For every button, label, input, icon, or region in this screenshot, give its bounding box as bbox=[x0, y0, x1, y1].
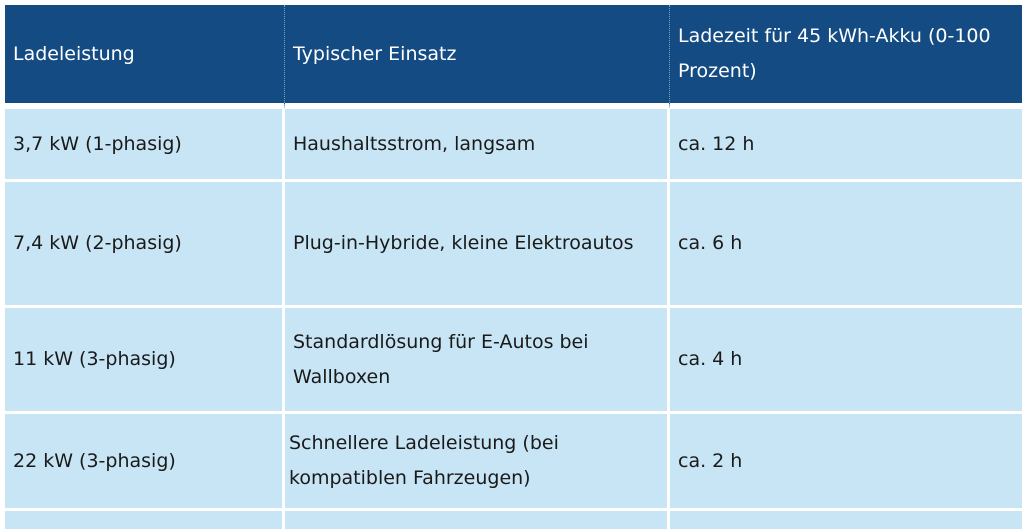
cell-typical-use: Standardlösung für E-Autos bei Wallboxen bbox=[285, 308, 670, 414]
cell-charging-power: 11 kW (3-phasig) bbox=[5, 308, 285, 414]
cell-empty bbox=[285, 511, 670, 529]
table-body bbox=[5, 109, 1022, 529]
cell-charging-power: 22 kW (3-phasig) bbox=[5, 414, 285, 511]
table-header bbox=[5, 5, 1022, 109]
cell-charging-time: ca. 2 h bbox=[670, 414, 1022, 511]
table-row bbox=[5, 414, 1022, 511]
table-row bbox=[5, 308, 1022, 414]
cell-charging-time: ca. 4 h bbox=[670, 308, 1022, 414]
cell-charging-power: 7,4 kW (2-phasig) bbox=[5, 182, 285, 308]
cell-typical-use: Plug-in-Hybride, kleine Elektroautos bbox=[285, 182, 670, 308]
header-row bbox=[5, 5, 1022, 109]
header-charging-time: Ladezeit für 45 kWh-Akku (0-100 Prozent) bbox=[670, 5, 1022, 109]
header-typical-use: Typischer Einsatz bbox=[285, 5, 670, 109]
cell-typical-use: Schnellere Ladeleistung (bei kompatiblen Fahrzeugen) bbox=[285, 414, 670, 511]
charging-power-table-container bbox=[5, 5, 1022, 529]
cell-charging-time: ca. 6 h bbox=[670, 182, 1022, 308]
cell-typical-use: Haushaltsstrom, langsam bbox=[285, 109, 670, 182]
cell-charging-power: 3,7 kW (1-phasig) bbox=[5, 109, 285, 182]
header-charging-power: Ladeleistung bbox=[5, 5, 285, 109]
cell-charging-time: ca. 12 h bbox=[670, 109, 1022, 182]
cell-empty bbox=[670, 511, 1022, 529]
charging-power-table bbox=[5, 5, 1022, 529]
cell-empty bbox=[5, 511, 285, 529]
table-row bbox=[5, 182, 1022, 308]
table-row-partial bbox=[5, 511, 1022, 529]
table-row bbox=[5, 109, 1022, 182]
